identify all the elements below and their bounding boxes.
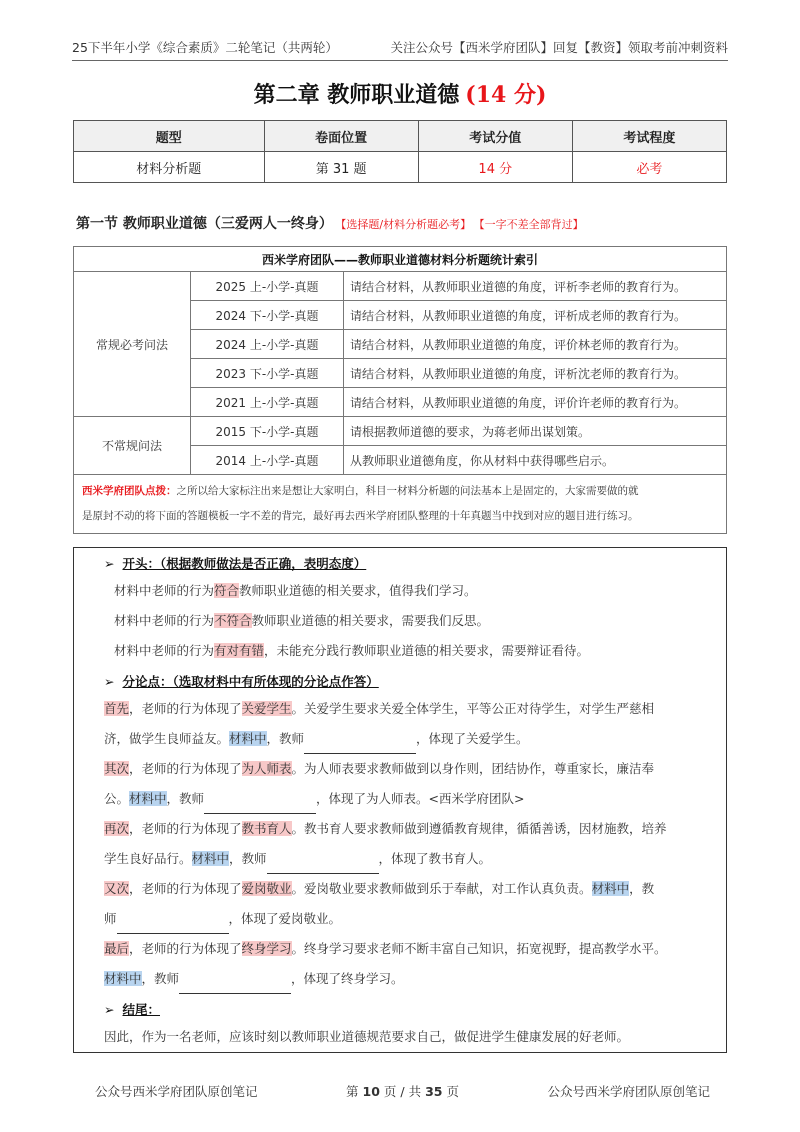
table-cell: 材料分析题 <box>74 152 265 183</box>
point-3-line-1: 再次，老师的行为体现了教书育人。教书育人要求教师做到遵循教育规律，循循善诱，因材施教，培养 <box>104 821 667 836</box>
page-footer <box>95 1082 710 1100</box>
table-cell-level: 必考 <box>572 152 726 183</box>
point-2-line-1: 其次，老师的行为体现了为人师表。为人师表要求教师做到以身作则，团结协作，尊重家长，廉洁奉 <box>104 761 655 776</box>
fill-blank <box>204 797 316 814</box>
question-cell: 请结合材料，从教师职业道德的角度，评析成老师的教育行为。 <box>344 301 727 330</box>
point-5-line-1: 最后，老师的行为体现了终身学习。终身学习要求老师不断丰富自己知识，拓宽视野，提高教学水平。 <box>104 941 667 956</box>
ending-text: 因此，作为一名老师，应该时刻以教师职业道德规范要求自己，做促进学生健康发展的好老师。 <box>104 1029 630 1044</box>
arrow-icon: ➢ <box>104 674 115 689</box>
point-1-line-2: 济，做学生良师益友。材料中，教师 ，体现了关爱学生。 <box>104 724 696 754</box>
arrow-icon: ➢ <box>104 1002 115 1017</box>
header-left: 25下半年小学《综合素质》二轮笔记（共两轮） <box>72 40 338 55</box>
tip-text-2: 是原封不动的将下面的答题模板一字不差的背完，最好再去西米学府团队整理的十年真题当中找到对应的题目进行练习。 <box>82 510 639 522</box>
table-header-cell: 考试程度 <box>572 121 726 152</box>
chapter-title-text: 第二章 教师职业道德 <box>253 82 460 108</box>
opening-paren: （根据教师做法是否正确，表明态度） <box>160 556 367 571</box>
group-irregular: 不常规问法 <box>74 417 191 475</box>
page-number: 第 10 页 / 共 35 页 <box>346 1084 459 1099</box>
table-row <box>74 152 727 183</box>
point-4-line-2: 师 ，体现了爱岗敬业。 <box>104 904 696 934</box>
question-cell: 请结合材料，从教师职业道德的角度，评析李老师的教育行为。 <box>344 272 727 301</box>
point-5-line-2: 材料中，教师 ，体现了终身学习。 <box>104 964 696 994</box>
points-paren: （选取材料中有所体现的分论点作答） <box>172 674 379 689</box>
opening-line-2: 材料中老师的行为不符合教师职业道德的相关要求，需要我们反思。 <box>114 613 490 628</box>
table-header-row <box>74 121 727 152</box>
question-cell: 请结合材料，从教师职业道德的角度，评析沈老师的教育行为。 <box>344 359 727 388</box>
table-row <box>74 417 727 446</box>
highlight: 符合 <box>214 583 240 598</box>
year-cell: 2023 下-小学-真题 <box>191 359 344 388</box>
fill-blank <box>304 737 416 754</box>
table-cell: 第 31 题 <box>264 152 418 183</box>
chapter-title <box>0 78 800 109</box>
point-1-line-1: 首先，老师的行为体现了关爱学生。关爱学生要求关爱全体学生，平等公正对待学生，对学生严慈相 <box>104 701 655 716</box>
opening-line-1: 材料中老师的行为符合教师职业道德的相关要求，值得我们学习。 <box>114 583 477 598</box>
question-index-table <box>73 246 727 534</box>
index-caption: 西米学府团队——教师职业道德材料分析题统计索引 <box>74 247 727 272</box>
fill-blank <box>117 917 229 934</box>
tip-cell <box>74 475 727 534</box>
exam-info-table <box>73 120 727 183</box>
page-header <box>72 38 728 61</box>
year-cell: 2025 上-小学-真题 <box>191 272 344 301</box>
year-cell: 2014 上-小学-真题 <box>191 446 344 475</box>
point-4-line-1: 又次，老师的行为体现了爱岗敬业。爱岗敬业要求教师做到乐于奉献，对工作认真负责。材料中，教 <box>104 881 655 896</box>
table-row <box>74 272 727 301</box>
year-cell: 2021 上-小学-真题 <box>191 388 344 417</box>
fill-blank <box>179 977 291 994</box>
ending-heading: ➢ 结尾： <box>104 1002 160 1017</box>
point-3-line-2: 学生良好品行。材料中，教师 ，体现了教书育人。 <box>104 844 696 874</box>
question-cell: 请根据教师道德的要求，为蒋老师出谋划策。 <box>344 417 727 446</box>
highlight: 不符合 <box>214 613 252 628</box>
tip-label: 西米学府团队点拨： <box>82 485 177 497</box>
chapter-points: (14 分) <box>465 82 547 108</box>
highlight: 有对有错 <box>214 643 265 658</box>
opening-heading: ➢ 开头：（根据教师做法是否正确，表明态度） <box>104 556 367 571</box>
year-cell: 2015 下-小学-真题 <box>191 417 344 446</box>
year-cell: 2024 上-小学-真题 <box>191 330 344 359</box>
section-heading <box>76 213 584 233</box>
table-header-cell: 考试分值 <box>418 121 572 152</box>
header-right: 关注公众号【西米学府团队】回复【教资】领取考前冲刺资料 <box>390 40 728 55</box>
section-note-1: 【选择题/材料分析题必考】 <box>340 218 472 231</box>
question-cell: 从教师职业道德角度，你从材料中获得哪些启示。 <box>344 446 727 475</box>
section-title: 第一节 教师职业道德（三爱两人一终身） <box>76 216 333 232</box>
group-regular: 常规必考问法 <box>74 272 191 417</box>
tip-text-1: 之所以给大家标注出来是想让大家明白，科目一材料分析题的问法基本上是固定的，大家需要做的就 <box>176 485 639 497</box>
year-cell: 2024 下-小学-真题 <box>191 301 344 330</box>
table-header-cell: 题型 <box>74 121 265 152</box>
opening-line-3: 材料中老师的行为有对有错，未能充分践行教师职业道德的相关要求，需要辩证看待。 <box>114 643 590 658</box>
point-2-line-2: 公。材料中，教师 ，体现了为人师表。<西米学府团队> <box>104 784 696 814</box>
table-header-cell: 卷面位置 <box>264 121 418 152</box>
answer-template-box <box>73 547 727 1053</box>
section-note-2: 【一字不差全部背过】 <box>479 218 584 231</box>
arrow-icon: ➢ <box>104 556 115 571</box>
question-cell: 请结合材料，从教师职业道德的角度，评价许老师的教育行为。 <box>344 388 727 417</box>
points-heading: ➢ 分论点：（选取材料中有所体现的分论点作答） <box>104 674 379 689</box>
footer-left: 公众号西米学府团队原创笔记 <box>95 1084 258 1099</box>
question-cell: 请结合材料，从教师职业道德的角度，评价林老师的教育行为。 <box>344 330 727 359</box>
footer-right: 公众号西米学府团队原创笔记 <box>547 1084 710 1099</box>
table-cell-score: 14 分 <box>418 152 572 183</box>
fill-blank <box>267 857 379 874</box>
